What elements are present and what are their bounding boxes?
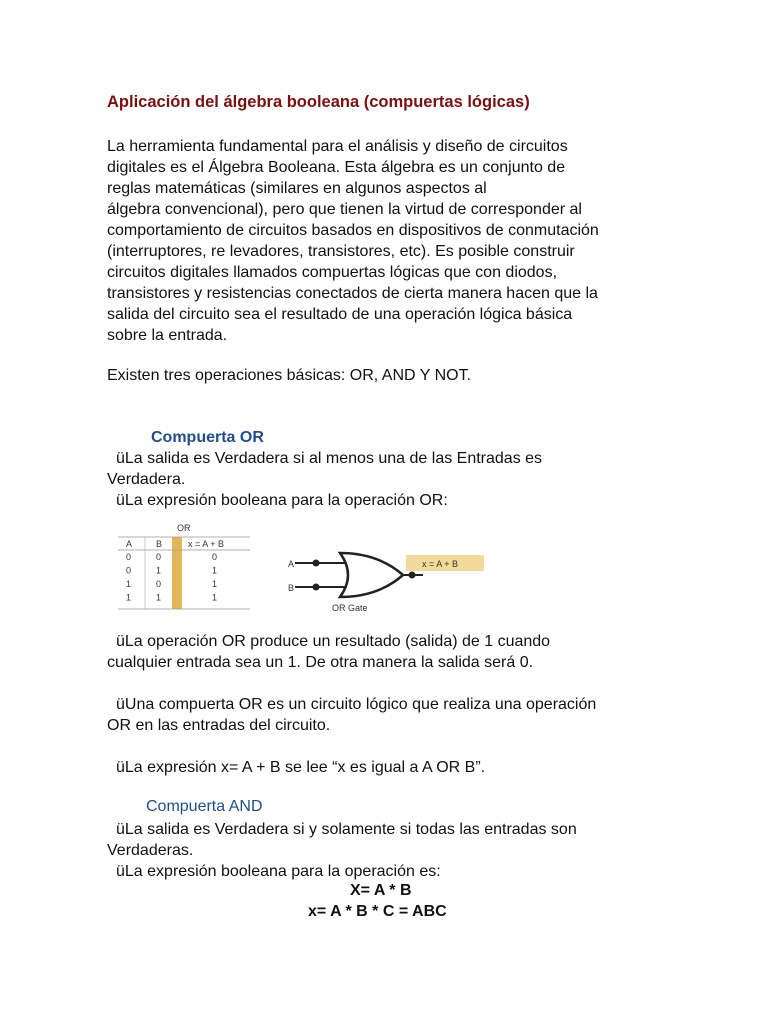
basic-operations-text: Existen tres operaciones básicas: OR, AND Y NOT. [107,367,472,384]
truth-table-cell: 1 [212,579,218,589]
or-figure-svg [118,519,484,617]
or-heading: Compuerta OR [151,429,264,446]
or-bullet-3-line-2: cualquier entrada sea un 1. De otra manera la salida será 0. [107,654,534,671]
truth-table-cell: 0 [126,552,132,562]
or-gate-icon [340,553,403,597]
truth-table-cell: 1 [126,592,132,603]
or-gate-figure [118,519,484,617]
truth-table-cell: 1 [212,592,218,603]
truth-table-cell: 0 [212,552,218,562]
or-bullet-5: üLa expresión x= A + B se lee “x es igual a A OR B”. [116,759,486,776]
or-gate-symbol [288,553,484,613]
and-heading: Compuerta AND [146,798,263,815]
or-truth-table [118,523,250,609]
or-bullet-3-line-1: üLa operación OR produce un resultado (salida) de 1 cuando [116,633,551,650]
or-bullet-1-line-1: üLa salida es Verdadera si al menos una de las Entradas es [116,450,543,467]
gate-input-a-label: A [288,559,295,569]
truth-table-header-b: B [156,539,163,549]
and-formula-2: x= A * B * C = ABC [308,903,447,920]
truth-table-column-bar [172,537,182,609]
gate-output-label: x = A + B [422,559,459,569]
truth-table-cell: 1 [212,565,218,576]
or-bullet-2: üLa expresión booleana para la operación OR: [116,492,448,509]
truth-table-cell: 1 [126,579,132,589]
and-bullet-1-line-1: üLa salida es Verdadera si y solamente si todas las entradas son [116,821,577,838]
and-bullet-1-line-2: Verdaderas. [107,842,194,859]
gate-input-b-label: B [288,583,295,593]
truth-table-cell: 1 [156,592,162,603]
or-bullet-1-line-2: Verdadera. [107,471,186,488]
truth-table-cell: 0 [156,579,162,589]
and-bullet-2: üLa expresión booleana para la operación es: [116,863,441,880]
truth-table-title: OR [177,523,191,533]
or-bullet-4-line-1: üUna compuerta OR es un circuito lógico que realiza una operación [116,696,597,713]
and-formula-1: X= A * B [350,882,412,899]
gate-caption: OR Gate [332,603,368,613]
truth-table-cell: 0 [156,552,162,562]
page-title: Aplicación del álgebra booleana (compuertas lógicas) [107,93,530,111]
truth-table-header-x: x = A + B [188,539,225,549]
truth-table-cell: 0 [126,565,132,576]
truth-table-header-a: A [126,539,133,549]
truth-table-cell: 1 [156,565,162,576]
intro-paragraph: La herramienta fundamental para el análisis y diseño de circuitos digitales es el Álgebra Booleana. Esta álgebra es un conjunto de reglas matemáticas (similares en algunos aspectos al álgebra convencional), pero que tienen la virtud de corresponder al comportamiento de circuitos basados en dispositivos de conmutación (interruptores, re levadores, transistores, etc). Es posible construir circuitos digitales llamados compuertas lógicas que con diodos, transistores y resistencias conectados de cierta manera hacen que la salida del circuito sea el resultado de una operación lógica básica sobre la entrada. [107,138,599,344]
or-bullet-4-line-2: OR en las entradas del circuito. [107,717,331,734]
